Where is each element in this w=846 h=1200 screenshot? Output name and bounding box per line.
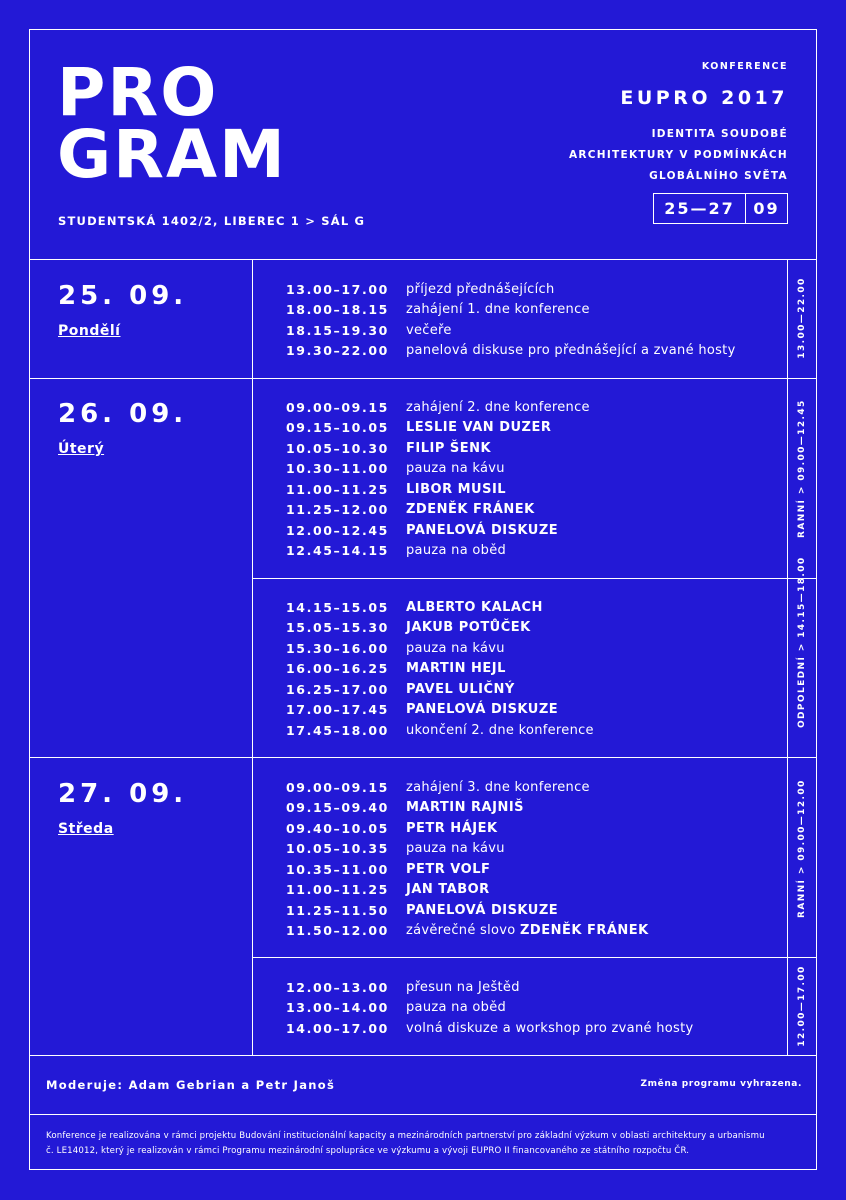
schedule-item [406, 282, 555, 297]
schedule-time: 14.00–17.00 [286, 1020, 389, 1036]
schedule-time: 10.05–10.35 [286, 841, 389, 857]
speaker-name: ZDENĚK FRÁNEK [406, 502, 535, 518]
title-line-1: PRO [57, 54, 219, 131]
day-date: 26. 09. [58, 399, 188, 429]
subtitle-line: ARCHITEKTURY V PODMÍNKÁCH [568, 149, 788, 161]
divider-footer [29, 1055, 817, 1056]
schedule-row [286, 977, 693, 998]
schedule-time: 11.25–12.00 [286, 502, 389, 518]
schedule-time: 19.30–22.00 [286, 343, 389, 359]
schedule-block [286, 777, 649, 941]
speaker-name: MARTIN RAJNIŠ [406, 800, 525, 816]
date-month: 09 [753, 199, 780, 218]
schedule-item-text: volná diskuze a workshop pro zvané hosty [406, 1020, 694, 1036]
schedule-item [406, 641, 505, 656]
schedule-item [406, 903, 558, 918]
schedule-row [286, 341, 736, 362]
schedule-item-text: zahájení 2. dne konference [406, 399, 590, 415]
schedule-time: 15.30–16.00 [286, 640, 389, 656]
day-name: Úterý [58, 441, 105, 457]
speaker-name: JAN TABOR [406, 882, 490, 898]
schedule-item-text: ukončení 2. dne konference [406, 722, 594, 738]
speaker-name: PAVEL ULIČNÝ [406, 681, 515, 697]
program-change-note: Změna programu vyhrazena. [640, 1079, 802, 1089]
schedule-item [406, 620, 531, 635]
schedule-row [286, 300, 736, 321]
side-label: 12.00—17.00 [797, 965, 807, 1047]
schedule-item-text: zahájení 1. dne konference [406, 302, 590, 318]
speaker-name: PETR HÁJEK [406, 820, 498, 836]
divider-funding [29, 1114, 817, 1115]
schedule-row [286, 659, 594, 680]
schedule-item [406, 980, 520, 995]
schedule-item [406, 400, 590, 415]
schedule-row [286, 818, 649, 839]
schedule-row [286, 520, 590, 541]
speaker-name: JAKUB POTŮČEK [406, 620, 531, 636]
schedule-item [406, 841, 505, 856]
divider-day3-afternoon [252, 957, 817, 958]
schedule-item-text: pauza na oběd [406, 1000, 507, 1016]
schedule-row [286, 1018, 693, 1039]
schedule-time: 09.15–09.40 [286, 800, 389, 816]
day-name: Pondělí [58, 323, 121, 339]
schedule-row [286, 618, 594, 639]
schedule-time: 09.40–10.05 [286, 820, 389, 836]
schedule-row [286, 438, 590, 459]
schedule-item [406, 702, 558, 717]
schedule-item [406, 723, 594, 738]
schedule-item [406, 821, 498, 836]
schedule-time: 17.00–17.45 [286, 702, 389, 718]
side-label: RANNÍ > 09.00—12.45 [797, 399, 807, 538]
schedule-item [406, 461, 505, 476]
title-line-2: GRAM [57, 116, 287, 193]
schedule-row [286, 418, 590, 439]
speaker-name: MARTIN HEJL [406, 661, 506, 677]
conference-name: EUPRO 2017 [620, 87, 788, 109]
funding-note [46, 1129, 806, 1159]
schedule-time: 18.15–19.30 [286, 322, 389, 338]
schedule-row [286, 700, 594, 721]
schedule-row [286, 541, 590, 562]
schedule-row [286, 921, 649, 942]
schedule-time: 12.00–13.00 [286, 979, 389, 995]
schedule-item-text: pauza na kávu [406, 841, 505, 857]
schedule-item-text: pauza na kávu [406, 640, 505, 656]
schedule-item [406, 323, 452, 338]
schedule-row [286, 320, 736, 341]
schedule-item [406, 600, 543, 615]
schedule-item [406, 882, 490, 897]
schedule-row [286, 777, 649, 798]
funding-line: Konference je realizována v rámci projektu Budování institucionální kapacity a mezinárodních partnerství pro základní výzkum v oblasti architektury a urbanismu [46, 1131, 765, 1141]
column-divider-left [252, 259, 253, 1055]
schedule-item [406, 420, 551, 435]
schedule-time: 10.30–11.00 [286, 461, 389, 477]
schedule-time: 09.15–10.05 [286, 420, 389, 436]
schedule-item [406, 661, 506, 676]
schedule-item [406, 1000, 506, 1015]
schedule-item [406, 682, 515, 697]
schedule-row [286, 459, 590, 480]
schedule-time: 11.50–12.00 [286, 923, 389, 939]
date-range: 25—27 [654, 194, 746, 223]
day-monday [58, 281, 187, 339]
schedule-item [406, 543, 506, 558]
schedule-row [286, 839, 649, 860]
page-title [57, 54, 287, 193]
schedule-time: 16.25–17.00 [286, 681, 389, 697]
date-box [653, 193, 788, 224]
moderators: Moderuje: Adam Gebrian a Petr Janoš [46, 1078, 336, 1092]
schedule-row [286, 638, 594, 659]
divider-afternoon [252, 578, 817, 579]
side-label: RANNÍ > 09.00—12.00 [797, 779, 807, 918]
schedule-time: 12.45–14.15 [286, 543, 389, 559]
schedule-time: 13.00–17.00 [286, 281, 389, 297]
schedule-time: 10.35–11.00 [286, 861, 389, 877]
schedule-row [286, 998, 693, 1019]
schedule-item [406, 502, 535, 517]
schedule-row [286, 798, 649, 819]
subtitle-line: IDENTITA SOUDOBÉ [651, 128, 788, 140]
schedule-item [406, 1021, 693, 1036]
conference-kicker: KONFERENCE [701, 61, 788, 72]
venue-address: STUDENTSKÁ 1402/2, LIBEREC 1 > SÁL G [58, 214, 366, 228]
schedule-item-text: závěrečné slovo [406, 923, 516, 939]
schedule-time: 13.00–14.00 [286, 1000, 389, 1016]
schedule-block [286, 279, 736, 361]
column-divider-right [787, 259, 788, 1055]
schedule-item-text: zahájení 3. dne konference [406, 779, 590, 795]
schedule-item [406, 482, 506, 497]
schedule-item-text: večeře [406, 322, 452, 338]
schedule-time: 11.00–11.25 [286, 882, 389, 898]
day-date: 27. 09. [58, 779, 188, 809]
schedule-item [406, 523, 558, 538]
schedule-item [406, 800, 524, 815]
schedule-time: 16.00–16.25 [286, 661, 389, 677]
speaker-name: ALBERTO KALACH [406, 599, 543, 615]
schedule-item [406, 862, 490, 877]
conference-subtitle [569, 124, 788, 187]
schedule-row [286, 597, 594, 618]
schedule-item-text: pauza na oběd [406, 543, 507, 559]
schedule-time: 10.05–10.30 [286, 440, 389, 456]
side-label: 13.00—22.00 [797, 277, 807, 359]
schedule-item-text: příjezd přednášejících [406, 281, 555, 297]
schedule-time: 15.05–15.30 [286, 620, 389, 636]
schedule-item-text: pauza na kávu [406, 461, 505, 477]
speaker-name: PETR VOLF [406, 861, 491, 877]
funding-line: č. LE14012, který je realizován v rámci Programu mezinárodní spolupráce ve výzkumu a vývoji EUPRO II financovaného ze státního rozpočtu ČR. [46, 1146, 690, 1156]
speaker-name: ZDENĚK FRÁNEK [519, 923, 649, 939]
day-date: 25. 09. [58, 281, 188, 311]
speaker-name: FILIP ŠENK [406, 440, 492, 456]
speaker-name: LESLIE VAN DUZER [406, 420, 552, 436]
schedule-row [286, 397, 590, 418]
schedule-item [406, 343, 736, 358]
schedule-time: 11.25–11.50 [286, 902, 389, 918]
schedule-row [286, 679, 594, 700]
schedule-item [406, 923, 649, 938]
divider-day2 [29, 378, 817, 379]
speaker-name: LIBOR MUSIL [406, 481, 507, 497]
schedule-time: 09.00–09.15 [286, 779, 389, 795]
speaker-name: PANELOVÁ DISKUZE [406, 522, 559, 538]
schedule-row [286, 479, 590, 500]
day-wednesday [58, 779, 187, 837]
schedule-time: 18.00–18.15 [286, 302, 389, 318]
schedule-block [286, 977, 693, 1039]
schedule-block [286, 597, 594, 741]
schedule-block [286, 397, 590, 561]
schedule-row [286, 279, 736, 300]
schedule-item-text: přesun na Ještěd [406, 979, 520, 995]
schedule-time: 11.00–11.25 [286, 481, 389, 497]
schedule-item [406, 302, 590, 317]
schedule-time: 14.15–15.05 [286, 599, 389, 615]
speaker-name: PANELOVÁ DISKUZE [406, 702, 559, 718]
divider-day3 [29, 757, 817, 758]
schedule-row [286, 880, 649, 901]
side-label: ODPOLEDNÍ > 14.15—18.00 [797, 556, 807, 728]
speaker-name: PANELOVÁ DISKUZE [406, 902, 559, 918]
schedule-row [286, 900, 649, 921]
schedule-row [286, 720, 594, 741]
schedule-row [286, 859, 649, 880]
divider-header [29, 259, 817, 260]
schedule-item [406, 780, 590, 795]
schedule-time: 17.45–18.00 [286, 722, 389, 738]
schedule-row [286, 500, 590, 521]
day-tuesday [58, 399, 187, 457]
schedule-time: 12.00–12.45 [286, 522, 389, 538]
day-name: Středa [58, 821, 114, 837]
schedule-item-text: panelová diskuse pro přednášející a zvané hosty [406, 343, 736, 359]
subtitle-line: GLOBÁLNÍHO SVĚTA [649, 170, 788, 182]
schedule-time: 09.00–09.15 [286, 399, 389, 415]
schedule-item [406, 441, 491, 456]
